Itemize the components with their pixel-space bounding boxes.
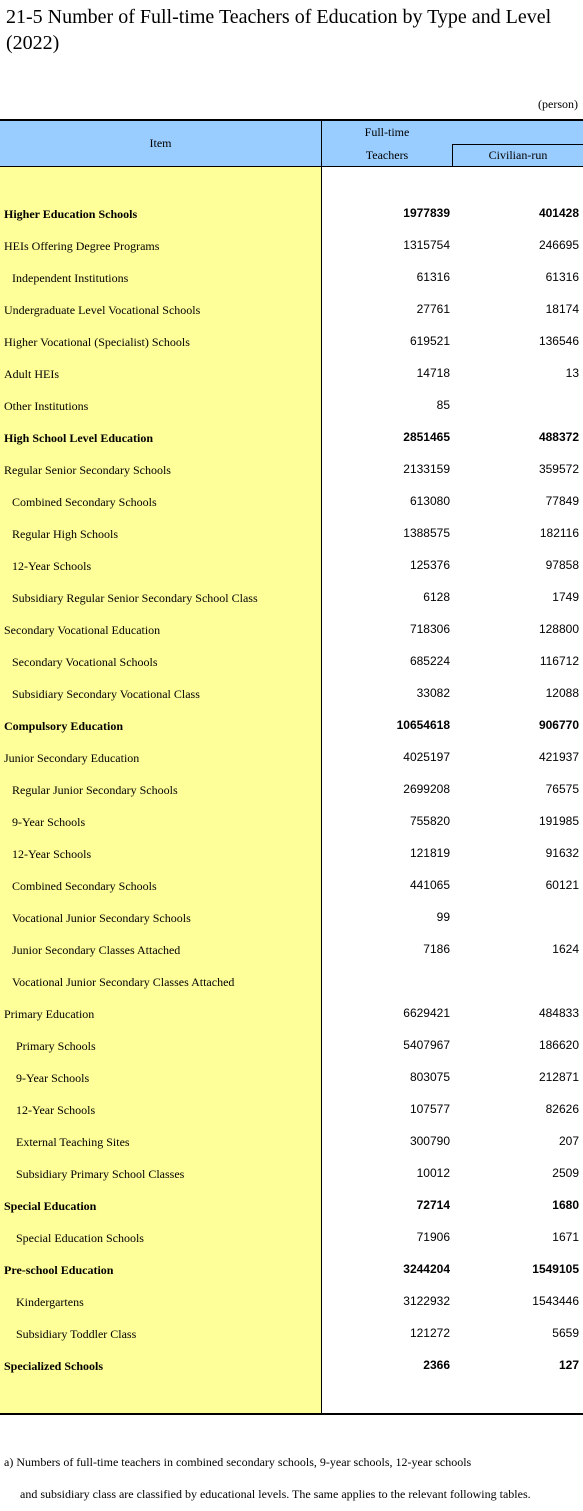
footnote-line-2: and subsidiary class are classified by educational levels. The same applies to the relevant following tables. bbox=[20, 1487, 531, 1501]
civilian-run-value: 401428 bbox=[538, 206, 579, 220]
full-time-teachers-value: 71906 bbox=[416, 1230, 450, 1244]
civilian-run-value: 207 bbox=[558, 1134, 579, 1148]
civilian-run-value: 12088 bbox=[545, 686, 579, 700]
row-label: Regular High Schools bbox=[12, 527, 118, 541]
full-time-teachers-value: 3244204 bbox=[403, 1262, 450, 1276]
row-label: Undergraduate Level Vocational Schools bbox=[4, 303, 201, 317]
row-label: Special Education Schools bbox=[16, 1231, 144, 1245]
row-label: Adult HEIs bbox=[4, 367, 59, 381]
row-label: Other Institutions bbox=[4, 399, 89, 413]
row-label: Primary Education bbox=[4, 1007, 95, 1021]
full-time-teachers-value: 619521 bbox=[409, 334, 450, 348]
full-time-teachers-value: 2699208 bbox=[403, 782, 450, 796]
table-row bbox=[0, 262, 583, 294]
civilian-run-value: 136546 bbox=[538, 334, 579, 348]
full-time-teachers-value: 85 bbox=[436, 398, 450, 412]
civilian-run-value: 1543446 bbox=[532, 1294, 579, 1308]
row-label: Higher Education Schools bbox=[4, 207, 138, 221]
civilian-run-value: 1549105 bbox=[532, 1262, 579, 1276]
civilian-run-value: 2509 bbox=[552, 1166, 579, 1180]
civilian-run-value: 18174 bbox=[545, 302, 579, 316]
row-label: Subsidiary Secondary Vocational Class bbox=[12, 687, 200, 701]
row-label: Independent Institutions bbox=[12, 271, 129, 285]
table-row bbox=[0, 678, 583, 710]
table-row bbox=[0, 486, 583, 518]
row-label: Vocational Junior Secondary Schools bbox=[12, 911, 191, 925]
full-time-teachers-value: 121272 bbox=[409, 1326, 450, 1340]
civilian-run-value: 1749 bbox=[552, 590, 579, 604]
full-time-teachers-value: 2133159 bbox=[403, 462, 450, 476]
full-time-teachers-value: 61316 bbox=[416, 270, 450, 284]
table-row bbox=[0, 198, 583, 230]
table-row bbox=[0, 966, 583, 998]
full-time-teachers-value: 441065 bbox=[409, 878, 450, 892]
row-label: Regular Senior Secondary Schools bbox=[4, 463, 171, 477]
page-title: 21-5 Number of Full-time Teachers of Education by Type and Level (2022) bbox=[6, 6, 552, 54]
row-label: Regular Junior Secondary Schools bbox=[12, 783, 178, 797]
full-time-teachers-value: 613080 bbox=[409, 494, 450, 508]
row-label: Subsidiary Toddler Class bbox=[16, 1327, 137, 1341]
civilian-run-value: 1671 bbox=[552, 1230, 579, 1244]
row-label: Vocational Junior Secondary Classes Attached bbox=[12, 975, 235, 989]
table-header bbox=[0, 121, 583, 167]
full-time-teachers-value: 685224 bbox=[409, 654, 450, 668]
civilian-run-value: 906770 bbox=[538, 718, 579, 732]
full-time-teachers-value: 2851465 bbox=[403, 430, 450, 444]
full-time-teachers-value: 1388575 bbox=[403, 526, 450, 540]
table-row bbox=[0, 518, 583, 550]
civilian-run-value: 488372 bbox=[538, 430, 579, 444]
table-row bbox=[0, 1062, 583, 1094]
civilian-run-value: 77849 bbox=[545, 494, 579, 508]
table-row bbox=[0, 358, 583, 390]
row-label: Compulsory Education bbox=[4, 719, 124, 733]
full-time-teachers-value: 718306 bbox=[409, 622, 450, 636]
civilian-run-value: 5659 bbox=[552, 1326, 579, 1340]
full-time-teachers-value: 5407967 bbox=[403, 1038, 450, 1052]
civilian-run-value: 212871 bbox=[538, 1070, 579, 1084]
civilian-run-value: 421937 bbox=[538, 750, 579, 764]
full-time-teachers-value: 1315754 bbox=[403, 238, 450, 252]
table-bottom-rule bbox=[0, 1413, 583, 1415]
table-row bbox=[0, 1158, 583, 1190]
civilian-run-value: 128800 bbox=[538, 622, 579, 636]
row-label: Junior Secondary Classes Attached bbox=[12, 943, 181, 957]
table-row bbox=[0, 742, 583, 774]
table-row bbox=[0, 294, 583, 326]
row-label: Higher Vocational (Specialist) Schools bbox=[4, 335, 190, 349]
table-row bbox=[0, 838, 583, 870]
full-time-teachers-value: 27761 bbox=[416, 302, 450, 316]
civilian-run-value: 246695 bbox=[538, 238, 579, 252]
row-label: HEIs Offering Degree Programs bbox=[4, 239, 160, 253]
table-row bbox=[0, 1030, 583, 1062]
footnote-line-1: a) Numbers of full-time teachers in combined secondary schools, 9-year schools, 12-year schools bbox=[4, 1455, 472, 1469]
row-label: 12-Year Schools bbox=[12, 847, 92, 861]
civilian-run-value: 116712 bbox=[539, 654, 579, 668]
table-row bbox=[0, 902, 583, 934]
full-time-teachers-value: 125376 bbox=[409, 558, 450, 572]
row-label: Primary Schools bbox=[16, 1039, 96, 1053]
table-row bbox=[0, 1222, 583, 1254]
full-time-teachers-value: 33082 bbox=[416, 686, 450, 700]
full-time-teachers-value: 121819 bbox=[409, 846, 450, 860]
full-time-teachers-value: 6128 bbox=[423, 590, 450, 604]
table-row bbox=[0, 614, 583, 646]
civilian-run-value: 359572 bbox=[538, 462, 579, 476]
row-label: Junior Secondary Education bbox=[4, 751, 140, 765]
full-time-teachers-value: 755820 bbox=[409, 814, 450, 828]
row-label: External Teaching Sites bbox=[16, 1135, 130, 1149]
header-civilian-run: Civilian-run bbox=[452, 144, 583, 166]
row-label: Special Education bbox=[4, 1199, 97, 1213]
row-label: 9-Year Schools bbox=[12, 815, 86, 829]
full-time-teachers-value: 4025197 bbox=[403, 750, 450, 764]
civilian-run-value: 182116 bbox=[539, 526, 579, 540]
row-label: Pre-school Education bbox=[4, 1263, 114, 1277]
civilian-run-value: 97858 bbox=[545, 558, 579, 572]
full-time-teachers-value: 14718 bbox=[416, 366, 450, 380]
civilian-run-value: 191985 bbox=[538, 814, 579, 828]
table-row bbox=[0, 1094, 583, 1126]
header-full-time-line2: Teachers bbox=[365, 148, 409, 162]
table-row bbox=[0, 1286, 583, 1318]
table-row bbox=[0, 774, 583, 806]
row-label: Kindergartens bbox=[16, 1295, 84, 1309]
table-row bbox=[0, 934, 583, 966]
civilian-run-value: 127 bbox=[558, 1358, 579, 1372]
full-time-teachers-value: 300790 bbox=[409, 1134, 450, 1148]
row-label: Subsidiary Regular Senior Secondary School Class bbox=[12, 591, 258, 605]
row-label: Subsidiary Primary School Classes bbox=[16, 1167, 185, 1181]
table-row bbox=[0, 326, 583, 358]
civilian-run-value: 13 bbox=[565, 366, 579, 380]
row-label: 12-Year Schools bbox=[16, 1103, 96, 1117]
row-label: Secondary Vocational Schools bbox=[12, 655, 158, 669]
table-row bbox=[0, 1318, 583, 1350]
full-time-teachers-value: 99 bbox=[436, 910, 450, 924]
civilian-run-value: 76575 bbox=[545, 782, 579, 796]
table-row bbox=[0, 806, 583, 838]
civilian-run-value: 484833 bbox=[538, 1006, 579, 1020]
civilian-run-value: 1680 bbox=[552, 1198, 579, 1212]
table-row bbox=[0, 390, 583, 422]
full-time-teachers-value: 10012 bbox=[416, 1166, 450, 1180]
table-row bbox=[0, 646, 583, 678]
full-time-teachers-value: 3122932 bbox=[403, 1294, 450, 1308]
row-label: Combined Secondary Schools bbox=[12, 879, 157, 893]
row-label: 12-Year Schools bbox=[12, 559, 92, 573]
full-time-teachers-value: 2366 bbox=[423, 1358, 450, 1372]
civilian-run-value: 82626 bbox=[545, 1102, 579, 1116]
civilian-run-value: 91632 bbox=[545, 846, 579, 860]
civilian-run-value: 61316 bbox=[545, 270, 579, 284]
table-row bbox=[0, 1254, 583, 1286]
header-item: Item bbox=[0, 121, 322, 166]
full-time-teachers-value: 803075 bbox=[409, 1070, 450, 1084]
full-time-teachers-value: 72714 bbox=[416, 1198, 450, 1212]
table-row bbox=[0, 550, 583, 582]
table-row bbox=[0, 454, 583, 486]
table-row bbox=[0, 422, 583, 454]
civilian-run-value: 60121 bbox=[545, 878, 579, 892]
table-row bbox=[0, 1350, 583, 1382]
unit-label: (person) bbox=[538, 97, 578, 111]
table-row bbox=[0, 870, 583, 902]
row-label: Specialized Schools bbox=[4, 1359, 104, 1373]
civilian-run-value: 1624 bbox=[552, 942, 579, 956]
table-row bbox=[0, 582, 583, 614]
row-label: 9-Year Schools bbox=[16, 1071, 90, 1085]
full-time-teachers-value: 6629421 bbox=[403, 1006, 450, 1020]
table-row bbox=[0, 230, 583, 262]
full-time-teachers-value: 7186 bbox=[423, 942, 450, 956]
table-body bbox=[0, 198, 583, 1382]
row-label: High School Level Education bbox=[4, 431, 154, 445]
table-row bbox=[0, 710, 583, 742]
full-time-teachers-value: 10654618 bbox=[396, 718, 450, 732]
header-full-time-line1: Full-time bbox=[364, 125, 410, 139]
full-time-teachers-value: 107577 bbox=[409, 1102, 450, 1116]
row-label: Secondary Vocational Education bbox=[4, 623, 161, 637]
full-time-teachers-value: 1977839 bbox=[403, 206, 450, 220]
table-row bbox=[0, 1190, 583, 1222]
civilian-run-value: 186620 bbox=[538, 1038, 579, 1052]
row-label: Combined Secondary Schools bbox=[12, 495, 157, 509]
table-row bbox=[0, 998, 583, 1030]
table-row bbox=[0, 1126, 583, 1158]
